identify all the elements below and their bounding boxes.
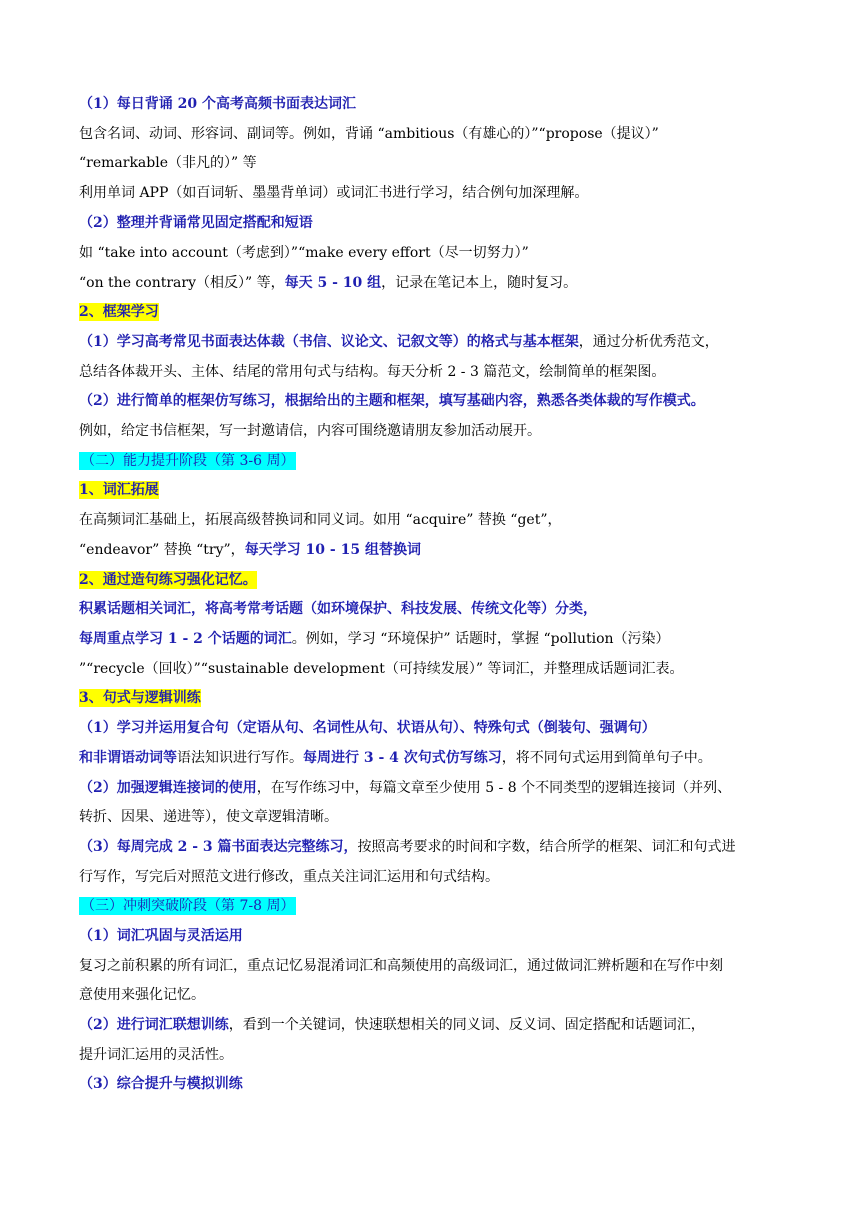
text-line bbox=[79, 982, 205, 1008]
text-segment: （1）学习并运用复合句（定语从句、名词性从句、状语从句）、特殊句式（倒装句、强调句） bbox=[79, 720, 656, 736]
text-segment: （2）整理并背诵常见固定搭配和短语 bbox=[79, 215, 313, 231]
text-segment: ，在写作练习中，每篇文章至少使用 5 - 8 个不同类型的逻辑连接词（并列、 bbox=[256, 780, 732, 796]
text-segment: ，将不同句式运用到简单句子中。 bbox=[501, 750, 712, 766]
text-segment: ，看到一个关键词，快速联想相关的同义词、反义词、固定搭配和话题词汇， bbox=[228, 1017, 705, 1033]
text-line bbox=[79, 715, 656, 741]
text-line bbox=[79, 537, 421, 563]
section-heading: 3、句式与逻辑训练 bbox=[79, 690, 201, 706]
text-segment: 包含名词、动词、形容词、副词等。例如，背诵 “ambitious（有雄心的）”“propose（提议）” bbox=[79, 126, 659, 142]
text-segment: 总结各体裁开头、主体、结尾的常用句式与结构。每天分析 2 - 3 篇范文，绘制简单的框架图。 bbox=[79, 364, 666, 380]
text-segment: 每周进行 3 - 4 次句式仿写练习 bbox=[303, 750, 502, 766]
text-segment: 按照高考要求的时间和字数，结合所学的框架、词汇和句式进 bbox=[357, 839, 736, 855]
text-line bbox=[79, 893, 296, 919]
text-segment: “on the contrary（相反）” 等， bbox=[79, 275, 285, 291]
text-segment: 每天学习 10 - 15 组替换词 bbox=[244, 542, 421, 558]
text-segment: ”“recycle（回收）”“sustainable development（可持续发展）” 等词汇，并整理成话题词汇表。 bbox=[79, 661, 684, 677]
text-segment: 转折、因果、递进等），使文章逻辑清晰。 bbox=[79, 809, 338, 825]
text-segment: ，通过分析优秀范文， bbox=[578, 334, 719, 350]
text-line bbox=[79, 477, 159, 503]
text-segment: 如 “take into account（考虑到）”“make every effort（尽一切努力）” bbox=[79, 245, 529, 261]
text-line bbox=[79, 804, 338, 830]
text-segment: 语法知识进行写作。 bbox=[177, 750, 303, 766]
text-line bbox=[79, 745, 712, 771]
text-segment: （1）学习高考常见书面表达体裁（书信、议论文、记叙文等）的格式与基本框架 bbox=[79, 334, 579, 350]
text-segment: （2）进行词汇联想训练 bbox=[79, 1017, 229, 1033]
text-line bbox=[79, 388, 705, 414]
text-segment: “remarkable（非凡的）” 等 bbox=[79, 155, 257, 171]
text-line bbox=[79, 834, 736, 860]
section-heading: 1、词汇拓展 bbox=[79, 482, 159, 498]
text-segment: （3）每周完成 2 - 3 篇书面表达完整练习， bbox=[79, 839, 358, 855]
text-segment: 利用单词 APP（如百词斩、墨墨背单词）或词汇书进行学习，结合例句加深理解。 bbox=[79, 185, 589, 201]
text-segment: 在高频词汇基础上，拓展高级替换词和同义词。如用 “acquire” 替换 “get”， bbox=[79, 512, 562, 528]
text-line bbox=[79, 121, 659, 147]
text-segment: 积累话题相关词汇，将高考常考话题（如环境保护、科技发展、传统文化等）分类， bbox=[79, 601, 597, 617]
text-line bbox=[79, 1012, 705, 1038]
text-segment: 例如，给定书信框架，写一封邀请信，内容可围绕邀请朋友参加活动展开。 bbox=[79, 423, 541, 439]
text-line bbox=[79, 448, 296, 474]
text-segment: 每天 5 - 10 组 bbox=[284, 275, 382, 291]
text-line bbox=[79, 210, 313, 236]
text-segment: （2）进行简单的框架仿写练习，根据给出的主题和框架，填写基础内容，熟悉各类体裁的写作模式。 bbox=[79, 393, 705, 409]
text-segment: 和非谓语动词等 bbox=[79, 750, 177, 766]
text-segment: （1）每日背诵 20 个高考高频书面表达词汇 bbox=[79, 96, 356, 112]
text-line bbox=[79, 596, 597, 622]
text-line bbox=[79, 91, 356, 117]
text-line bbox=[79, 507, 561, 533]
text-line bbox=[79, 180, 588, 206]
text-line bbox=[79, 329, 719, 355]
text-segment: “endeavor” 替换 “try”， bbox=[79, 542, 245, 558]
text-segment: （2）加强逻辑连接词的使用 bbox=[79, 780, 257, 796]
section-heading: 2、框架学习 bbox=[79, 304, 159, 320]
text-line bbox=[79, 299, 159, 325]
text-line bbox=[79, 626, 670, 652]
text-line bbox=[79, 685, 201, 711]
text-line bbox=[79, 864, 499, 890]
text-segment: 。例如，学习 “环境保护” 话题时，掌握 “pollution（污染） bbox=[291, 631, 670, 647]
text-line bbox=[79, 775, 731, 801]
text-segment: 意使用来强化记忆。 bbox=[79, 987, 205, 1003]
text-segment: （3）综合提升与模拟训练 bbox=[79, 1076, 243, 1092]
text-line bbox=[79, 1042, 233, 1068]
text-segment: ，记录在笔记本上，随时复习。 bbox=[381, 275, 578, 291]
text-line bbox=[79, 953, 723, 979]
text-line bbox=[79, 270, 577, 296]
text-segment: 行写作，写完后对照范文进行修改，重点关注词汇运用和句式结构。 bbox=[79, 869, 499, 885]
text-segment: 复习之前积累的所有词汇，重点记忆易混淆词汇和高频使用的高级词汇，通过做词汇辨析题和在写作中刻 bbox=[79, 958, 723, 974]
text-line bbox=[79, 418, 541, 444]
text-line bbox=[79, 359, 665, 385]
section-heading: （三）冲刺突破阶段（第 7-8 周） bbox=[81, 898, 295, 914]
text-line bbox=[79, 150, 257, 176]
text-line bbox=[79, 656, 683, 682]
text-line bbox=[79, 1071, 243, 1097]
text-segment: 每周重点学习 1 - 2 个话题的词汇 bbox=[79, 631, 292, 647]
text-line bbox=[79, 923, 243, 949]
section-heading: （二）能力提升阶段（第 3-6 周） bbox=[81, 453, 295, 469]
text-segment: 提升词汇运用的灵活性。 bbox=[79, 1047, 233, 1063]
text-segment: （1）词汇巩固与灵活运用 bbox=[79, 928, 243, 944]
text-line bbox=[79, 567, 257, 593]
section-heading: 2、通过造句练习强化记忆。 bbox=[79, 572, 257, 588]
text-line bbox=[79, 240, 529, 266]
